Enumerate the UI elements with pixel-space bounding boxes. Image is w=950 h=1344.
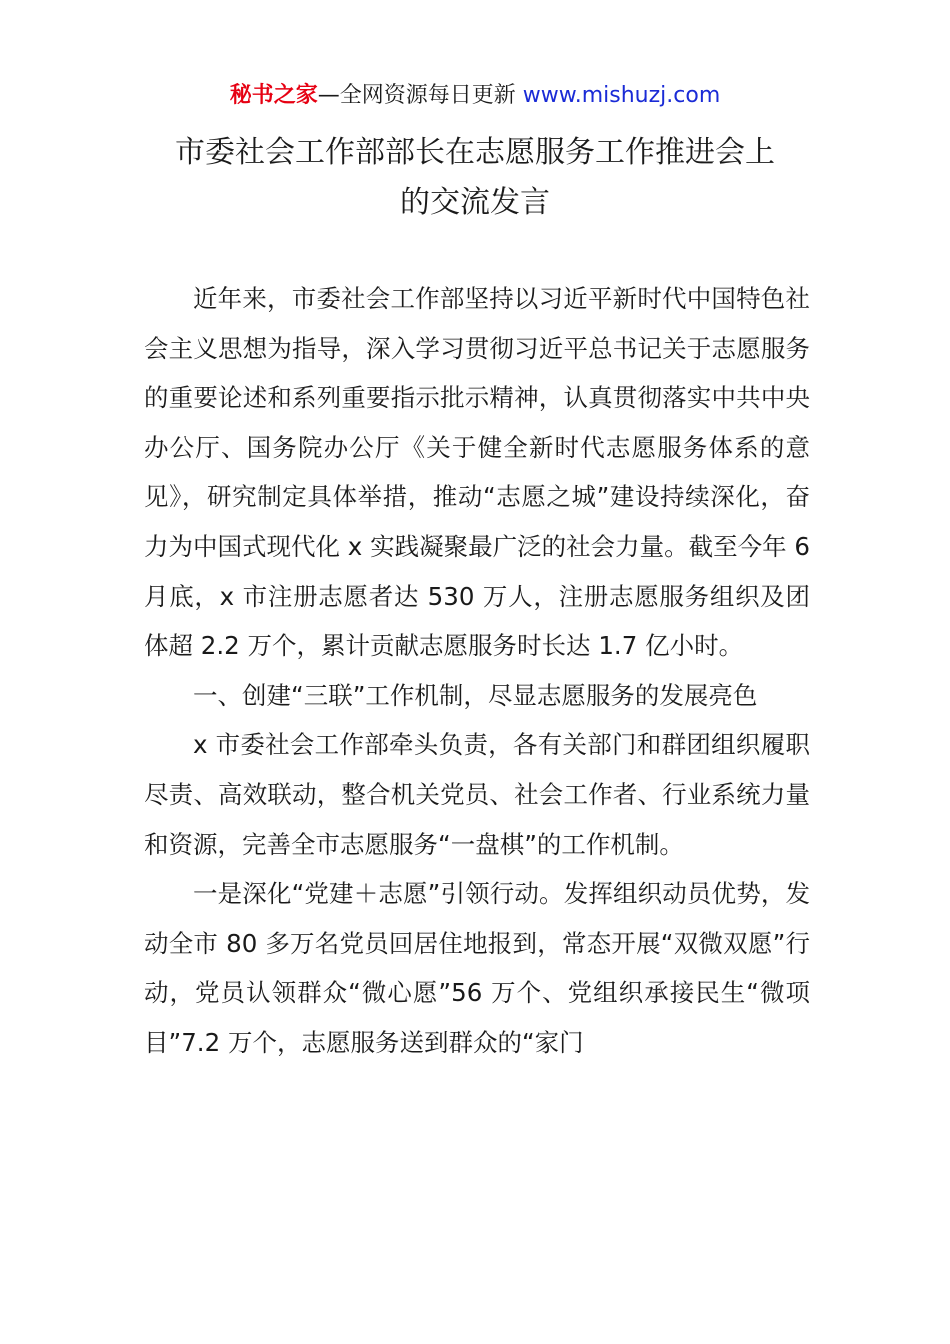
document-title xyxy=(120,128,830,228)
site-url-link[interactable]: www.mishuzj.com xyxy=(522,83,721,108)
site-tagline: —全网资源每日更新 xyxy=(317,83,516,108)
title-line-2: 的交流发言 xyxy=(400,185,550,220)
title-line-1: 市委社会工作部部长在志愿服务工作推进会上 xyxy=(175,135,775,170)
paragraph-point-1: 一是深化“党建＋志愿”引领行动。发挥组织动员优势，发动全市 80 多万名党员回居住地报到，常态开展“双微双愿”行动，党员认领群众“微心愿”56 万个、党组织承接民生“微项目”7.2 万个，志愿服务送到群众的“家门 xyxy=(144,879,810,1057)
paragraph-section-1: x 市委社会工作部牵头负责，各有关部门和群团组织履职尽责、高效联动，整合机关党员、社会工作者、行业系统力量和资源，完善全市志愿服务“一盘棋”的工作机制。 xyxy=(144,730,810,859)
paragraph-intro: 近年来，市委社会工作部坚持以习近平新时代中国特色社会主义思想为指导，深入学习贯彻习近平总书记关于志愿服务的重要论述和系列重要指示批示精神，认真贯彻落实中共中央办公厅、国务院办公厅《关于健全新时代志愿服务体系的意见》，研究制定具体举措，推动“志愿之城”建设持续深化，奋力为中国式现代化 x 实践凝聚最广泛的社会力量。截至今年 6 月底，x 市注册志愿者达 530 万人，注册志愿服务组织及团体超 2.2 万个，累计贡献志愿服务时长达 1.7 亿小时。 xyxy=(144,284,810,661)
document-body xyxy=(144,274,810,1068)
site-brand: 秘书之家 xyxy=(229,83,318,108)
section-heading-1: 一、创建“三联”工作机制，尽显志愿服务的发展亮色 xyxy=(193,680,758,710)
site-header xyxy=(0,80,950,112)
